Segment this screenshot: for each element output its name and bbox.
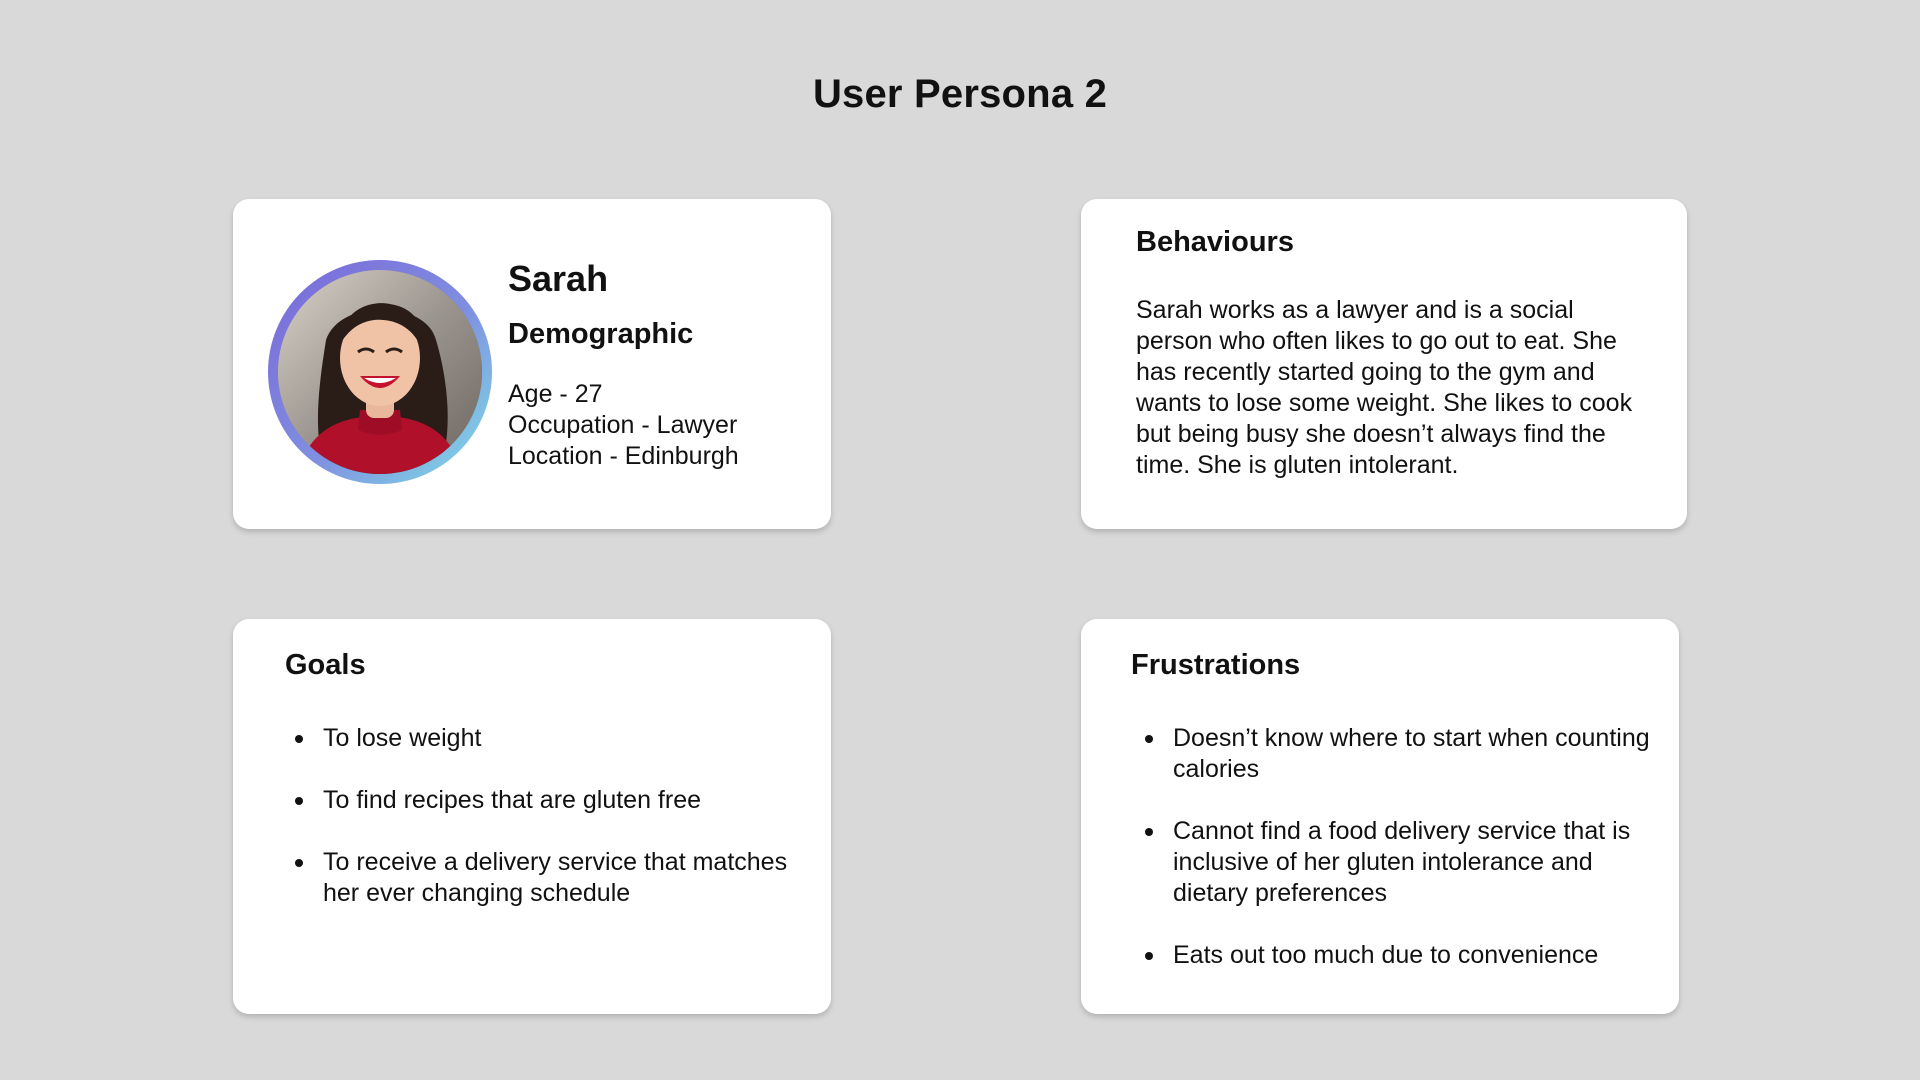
avatar-portrait: [278, 270, 482, 474]
demographic-title: Demographic: [508, 317, 694, 350]
frustrations-list: [1139, 723, 1659, 1002]
list-item: [289, 723, 809, 754]
list-item: [1139, 940, 1659, 971]
demographic-list: [508, 379, 808, 472]
goal-text: To lose weight: [323, 724, 482, 752]
profile-card: [233, 199, 831, 529]
page-title: User Persona 2: [812, 72, 1108, 116]
bullet-dot-icon: [295, 797, 303, 805]
avatar: [278, 270, 482, 474]
goal-text: To find recipes that are gluten free: [323, 786, 702, 814]
profile-details: [508, 259, 808, 472]
demographic-age: Age - 27: [508, 380, 603, 409]
goal-text: To receive a delivery service that matches her ever changing schedule: [323, 848, 788, 907]
bullet-dot-icon: [295, 735, 303, 743]
goals-card: [233, 619, 831, 1014]
list-item: [289, 847, 809, 909]
demographic-occupation: Occupation - Lawyer: [508, 411, 738, 440]
bullet-dot-icon: [1145, 952, 1153, 960]
persona-name: Sarah: [508, 258, 609, 299]
frustration-text: Eats out too much due to convenience: [1173, 941, 1599, 969]
demographic-location: Location - Edinburgh: [508, 442, 739, 471]
frustration-text: Cannot find a food delivery service that is inclusive of her gluten intolerance and dietary preferences: [1173, 817, 1631, 907]
bullet-dot-icon: [1145, 828, 1153, 836]
behaviours-text: Sarah works as a lawyer and is a social person who often likes to go out to eat. She has recently started going to the gym and wants to lose some weight. She likes to cook but being busy she doesn’t always find the time. She is gluten intolerant.: [1136, 296, 1633, 479]
frustrations-card: [1081, 619, 1679, 1014]
bullet-dot-icon: [295, 859, 303, 867]
frustrations-title: Frustrations: [1131, 649, 1301, 681]
bullet-dot-icon: [1145, 735, 1153, 743]
list-item: [1139, 723, 1659, 785]
behaviours-title: Behaviours: [1136, 226, 1294, 258]
avatar-ring: [268, 260, 492, 484]
behaviours-card: [1081, 199, 1687, 529]
list-item: [289, 785, 809, 816]
goals-list: [289, 723, 809, 940]
goals-title: Goals: [285, 649, 366, 681]
frustration-text: Doesn’t know where to start when counting calories: [1173, 724, 1650, 783]
list-item: [1139, 816, 1659, 909]
